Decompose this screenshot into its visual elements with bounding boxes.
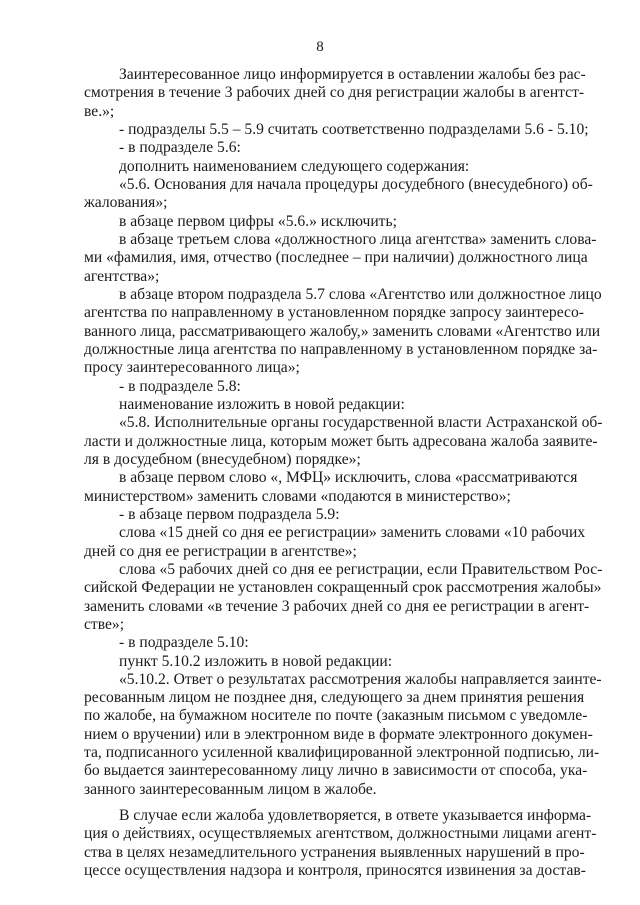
text-line: занного заинтересованным лицом в жалобе. bbox=[84, 780, 377, 798]
text-line: ве.»; bbox=[84, 102, 115, 120]
text-line: наименование изложить в новой редакции: bbox=[119, 395, 405, 413]
text-line: агентства»; bbox=[84, 267, 160, 285]
page-number: 8 bbox=[316, 39, 324, 55]
text-line: в абзаце первом цифры «5.6.» исключить; bbox=[119, 212, 397, 230]
text-line: ция о действиях, осуществляемых агентством, должностными лицами агент- bbox=[84, 825, 597, 843]
text-line: сийской Федерации не установлен сокращенный срок рассмотрения жалобы» bbox=[84, 579, 602, 597]
text-line: заменить словами «в течение 3 рабочих дней со дня ее регистрации в агент- bbox=[84, 597, 590, 615]
text-line: - в подразделе 5.8: bbox=[119, 377, 241, 395]
text-line: - подразделы 5.5 – 5.9 считать соответственно подразделами 5.6 - 5.10; bbox=[119, 120, 589, 138]
text-line: нием о вручении) или в электронном виде в формате электронного докумен- bbox=[84, 725, 593, 743]
text-line: в абзаце первом слово «, МФЦ» исключить, слова «рассматриваются bbox=[119, 469, 578, 487]
text-line: по жалобе, на бумажном носителе по почте (заказным письмом с уведомле- bbox=[84, 707, 588, 725]
text-line: цессе осуществления надзора и контроля, приносятся извинения за достав- bbox=[84, 862, 586, 880]
text-line: та, подписанного усиленной квалифицированной электронной подписью, ли- bbox=[84, 744, 600, 762]
text-line: ми «фамилия, имя, отчество (последнее – при наличии) должностного лица bbox=[84, 249, 588, 267]
text-line: ресованным лицом не позднее дня, следующего за днем принятия решения bbox=[84, 689, 585, 707]
text-line: В случае если жалоба удовлетворяется, в ответе указывается информа- bbox=[119, 807, 592, 825]
text-line: «5.6. Основания для начала процедуры досудебного (внесудебного) об- bbox=[119, 175, 593, 193]
text-line: ванного лица, рассматривающего жалобу,» заменить словами «Агентство или bbox=[84, 322, 601, 340]
text-line: просу заинтересованного лица»; bbox=[84, 359, 300, 377]
text-line: дополнить наименованием следующего содержания: bbox=[119, 157, 470, 175]
text-line: стве»; bbox=[84, 615, 125, 633]
text-line: министерством» заменить словами «подаются в министерство»; bbox=[84, 487, 511, 505]
text-line: «5.10.2. Ответ о результатах рассмотрения жалобы направляется заинте- bbox=[119, 670, 602, 688]
text-line: жалования»; bbox=[84, 194, 168, 212]
text-line: бо выдается заинтересованному лицу лично в зависимости от способа, ука- bbox=[84, 762, 588, 780]
text-line: Заинтересованное лицо информируется в оставлении жалобы без рас- bbox=[119, 66, 586, 83]
text-line: слова «15 дней со дня ее регистрации» заменить словами «10 рабочих bbox=[119, 524, 586, 542]
text-line: ства в целях незамедлительного устранения выявленных нарушений в про- bbox=[84, 843, 585, 861]
text-line: ля в досудебном (внесудебном) порядке»; bbox=[84, 450, 361, 468]
text-line: ласти и должностные лица, которым может быть адресована жалоба заявите- bbox=[84, 432, 598, 450]
text-line: агентства по направленному в установленном порядке запросу заинтересо- bbox=[84, 304, 584, 322]
text-line: «5.8. Исполнительные органы государственной власти Астраханской об- bbox=[119, 414, 603, 432]
document-body bbox=[84, 66, 603, 880]
text-line: слова «5 рабочих дней со дня ее регистрации, если Правительством Рос- bbox=[119, 560, 603, 578]
paragraph-gap bbox=[84, 799, 577, 807]
text-line: должностные лица агентства по направленному в установленном порядке за- bbox=[84, 340, 598, 358]
text-line: смотрения в течение 3 рабочих дней со дня регистрации жалобы в агентст- bbox=[84, 84, 585, 102]
text-line: - в подразделе 5.10: bbox=[119, 634, 249, 652]
text-line: в абзаце третьем слова «должностного лица агентства» заменить слова- bbox=[119, 230, 597, 248]
text-line: - в абзаце первом подраздела 5.9: bbox=[119, 505, 340, 523]
text-line: дней со дня ее регистрации в агентстве»; bbox=[84, 542, 357, 560]
text-line: - в подразделе 5.6: bbox=[119, 139, 241, 157]
text-line: пункт 5.10.2 изложить в новой редакции: bbox=[119, 652, 393, 670]
text-line: в абзаце втором подраздела 5.7 слова «Агентство или должностное лицо bbox=[119, 285, 602, 303]
